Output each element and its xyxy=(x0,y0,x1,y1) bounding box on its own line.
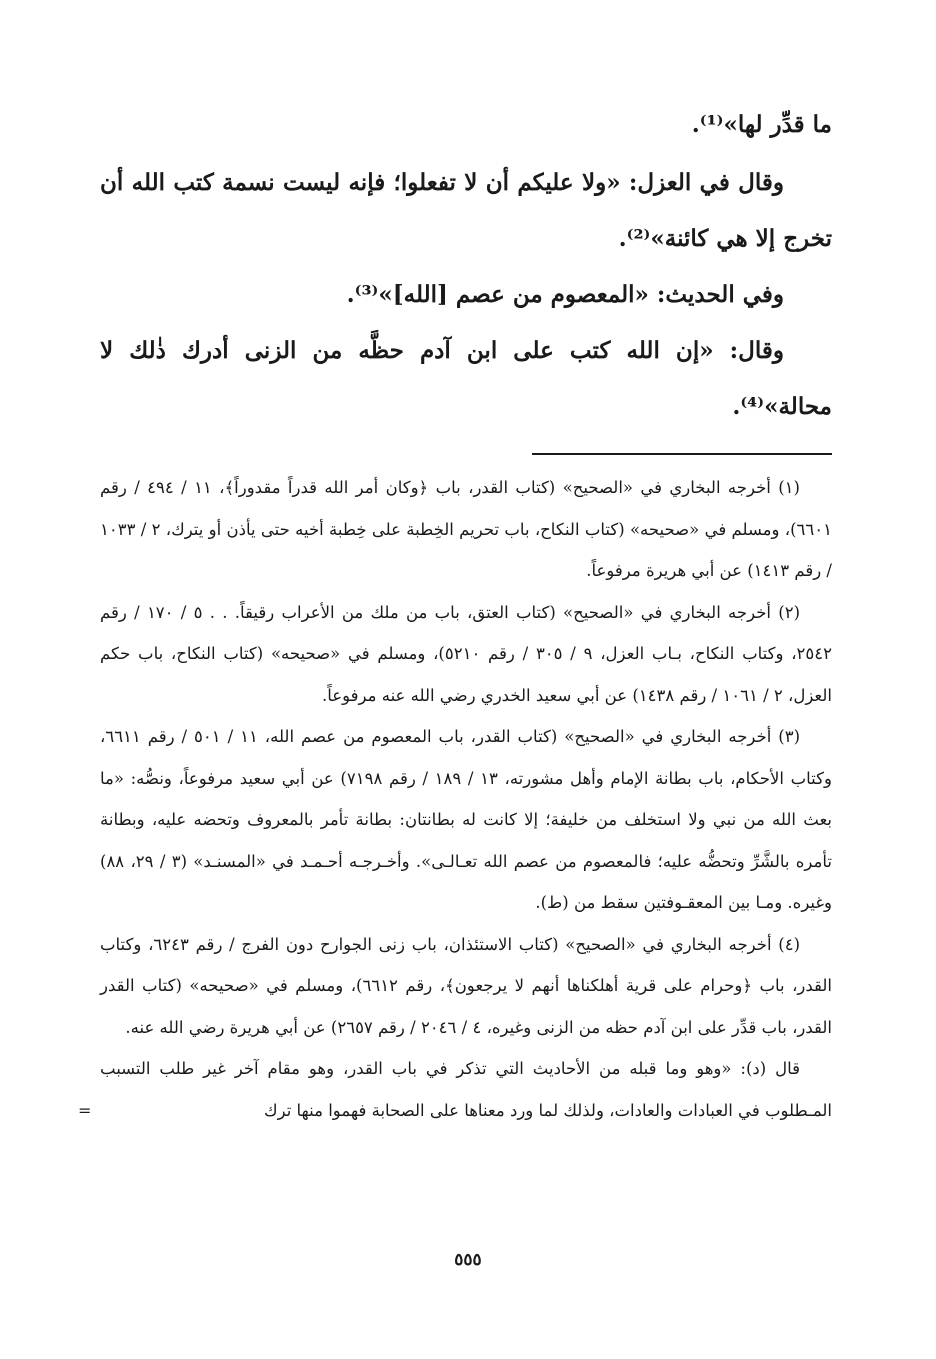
main-paragraph-4: وقال: «إن الله كتب على ابن آدم حظَّه من الزنى أدرك ذٰلك لا محالة»⁽⁴⁾. xyxy=(100,337,832,420)
main-paragraph-3: وفي الحديث: «المعصوم من عصم [الله]»⁽³⁾. xyxy=(346,281,784,308)
page-content xyxy=(78,95,833,1131)
main-text xyxy=(100,95,832,435)
page-number: ٥٥٥ xyxy=(454,1250,482,1270)
continuation-marker: = xyxy=(78,1100,92,1120)
footnote-commentary xyxy=(78,1048,832,1131)
footnote-commentary-text: قال (د): «وهو وما قبله من الأحاديث التي تذكر في باب القدر، وهو مقام آخر غير طلب التسبب المـطلوب في العبادات والعادات، ولذلك لما ورد معناها على الصحابة فهموا منها ترك xyxy=(100,1059,832,1120)
main-paragraph-1: ما قدِّر لها»⁽¹⁾. xyxy=(691,111,832,138)
footnote-separator xyxy=(532,453,832,455)
footnote-3: (٣) أخرجه البخاري في «الصحيح» (كتاب القدر، باب المعصوم من عصم الله، ١١ / ٥٠١ / رقم ٦٦١١، وكتاب الأحكام، باب بطانة الإمام وأهل مشورته، ١٣ / ١٨٩ / رقم ٧١٩٨) عن أبي سعيد مرفوعاً، ونصُّه: «ما بعث الله من نبي ولا استخلف من خليفة؛ إلا كانت له بطانتان: بطانة تأمر بالمعروف وتحضه عليه، وبطانة تأمره بالشَّرِّ وتحضُّه عليه؛ فالمعصوم من عصم الله تعـالـى». وأخـرجـه أحـمـد في «المسنـد» (٣ / ٢٩، ٨٨) وغيره. ومـا بين المعقـوفتين سقط من (ط). xyxy=(100,727,832,912)
footnote-4: (٤) أخرجه البخاري في «الصحيح» (كتاب الاستئذان، باب زنى الجوارح دون الفرج / رقم ٦٢٤٣، وكتاب القدر، باب ﴿وحرام على قرية أهلكناها أنهم لا يرجعون﴾، رقم ٦٦١٢)، ومسلم في «صحيحه» (كتاب القدر القدر، باب قدِّر على ابن آدم حظه من الزنى وغيره، ٤ / ٢٠٤٦ / رقم ٢٦٥٧) عن أبي هريرة رضي الله عنه. xyxy=(100,934,833,1037)
main-paragraph-2: وقال في العزل: «ولا عليكم أن لا تفعلوا؛ فإنه ليست نسمة كتب الله أن تخرج إلا هي كائنة»⁽²⁾. xyxy=(100,169,832,252)
footnote-1: (١) أخرجه البخاري في «الصحيح» (كتاب القدر، باب ﴿وكان أمر الله قدراً مقدوراً﴾، ١١ / ٤٩٤ / رقم ٦٦٠١)، ومسلم في «صحيحه» (كتاب النكاح، باب تحريم الخِطبة على خِطبة أخيه حتى يأذن أو يترك، ٢ / ١٠٣٣ / رقم ١٤١٣) عن أبي هريرة مرفوعاً. xyxy=(100,478,832,580)
footnotes xyxy=(78,467,833,1131)
footnote-2: (٢) أخرجه البخاري في «الصحيح» (كتاب العتق، باب من ملك من الأعراب رقيقاً. . . ٥ / ١٧٠ / رقم ٢٥٤٢، وكتاب النكاح، بـاب العزل، ٩ / ٣٠٥ / رقم ٥٢١٠)، ومسلم في «صحيحه» (كتاب النكاح، باب حكم العزل، ٢ / ١٠٦١ / رقم ١٤٣٨) عن أبي سعيد الخدري رضي الله عنه مرفوعاً. xyxy=(100,602,832,705)
